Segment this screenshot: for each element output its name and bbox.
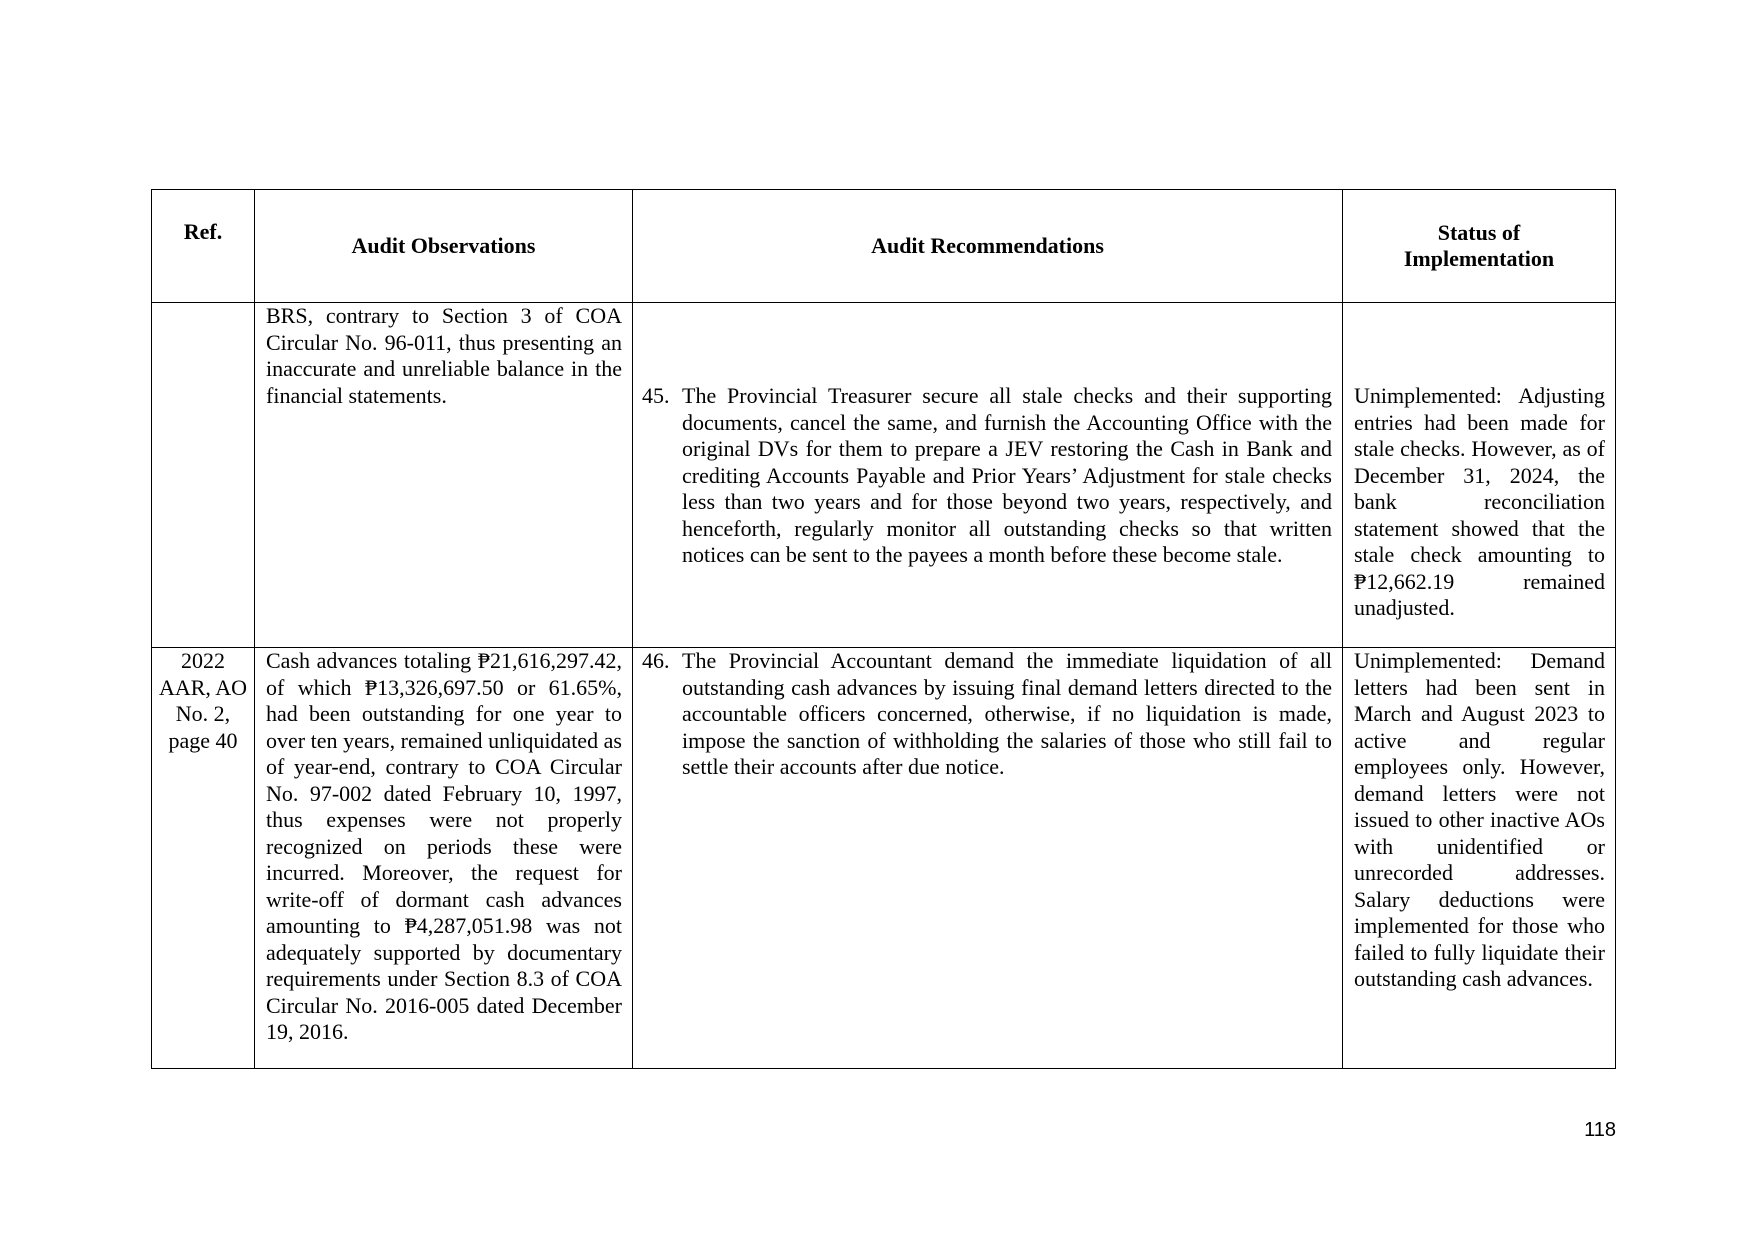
status-cell: Unimplemented: Demand letters had been sent in March and August 2023 to active and regular employees only. However, demand letters were not issued to other inactive AOs with unidentified or unrecorded addresses. Salary deductions were implemented for those who failed to fully liquidate their outstanding cash advances. bbox=[1343, 648, 1616, 1069]
ref-cell bbox=[152, 303, 255, 648]
table-header-row bbox=[152, 190, 1616, 303]
recommendation-number: 46. bbox=[642, 648, 670, 673]
recommendation-text: The Provincial Treasurer secure all stale checks and their supporting documents, cancel the same, and furnish the Accounting Office with the original DVs for them to prepare a JEV restoring the Cash in Bank and crediting Accounts Payable and Prior Years’ Adjustment for stale checks less than two years and for those beyond two years, respectively, and henceforth, regularly monitor all outstanding checks so that written notices can be sent to the payees a month before these become stale. bbox=[682, 383, 1332, 567]
table-row bbox=[152, 648, 1616, 1069]
table-row bbox=[152, 303, 1616, 648]
recommendation-number: 45. bbox=[642, 383, 670, 408]
header-status: Status of Implementation bbox=[1343, 190, 1616, 303]
observation-cell: Cash advances totaling ₱21,616,297.42, of which ₱13,326,697.50 or 61.65%, had been outstanding for one year to over ten years, remained unliquidated as of year-end, contrary to COA Circular No. 97-002 dated February 10, 1997, thus expenses were not properly recognized on periods these were incurred. Moreover, the request for write-off of dormant cash advances amounting to ₱4,287,051.98 was not adequately supported by documentary requirements under Section 8.3 of COA Circular No. 2016-005 dated December 19, 2016. bbox=[255, 648, 633, 1069]
audit-table bbox=[151, 189, 1616, 1069]
header-observations: Audit Observations bbox=[255, 190, 633, 303]
recommendation-text: The Provincial Accountant demand the immediate liquidation of all outstanding cash advances by issuing final demand letters directed to the accountable officers concerned, otherwise, if no liquidation is made, impose the sanction of withholding the salaries of those who still fail to settle their accounts after due notice. bbox=[682, 648, 1332, 779]
status-cell: Unimplemented: Adjusting entries had been made for stale checks. However, as of December 31, 2024, the bank reconciliation statement showed that the stale check amounting to ₱12,662.19 remained unadjusted. bbox=[1343, 303, 1616, 648]
header-recommendations: Audit Recommendations bbox=[633, 190, 1343, 303]
observation-cell: BRS, contrary to Section 3 of COA Circular No. 96-011, thus presenting an inaccurate and unreliable balance in the financial statements. bbox=[255, 303, 633, 648]
page-number: 118 bbox=[1584, 1119, 1616, 1141]
recommendation-cell bbox=[633, 648, 1343, 1069]
recommendation-cell bbox=[633, 303, 1343, 648]
ref-cell: 2022 AAR, AO No. 2, page 40 bbox=[152, 648, 255, 1069]
header-ref: Ref. bbox=[152, 190, 255, 303]
